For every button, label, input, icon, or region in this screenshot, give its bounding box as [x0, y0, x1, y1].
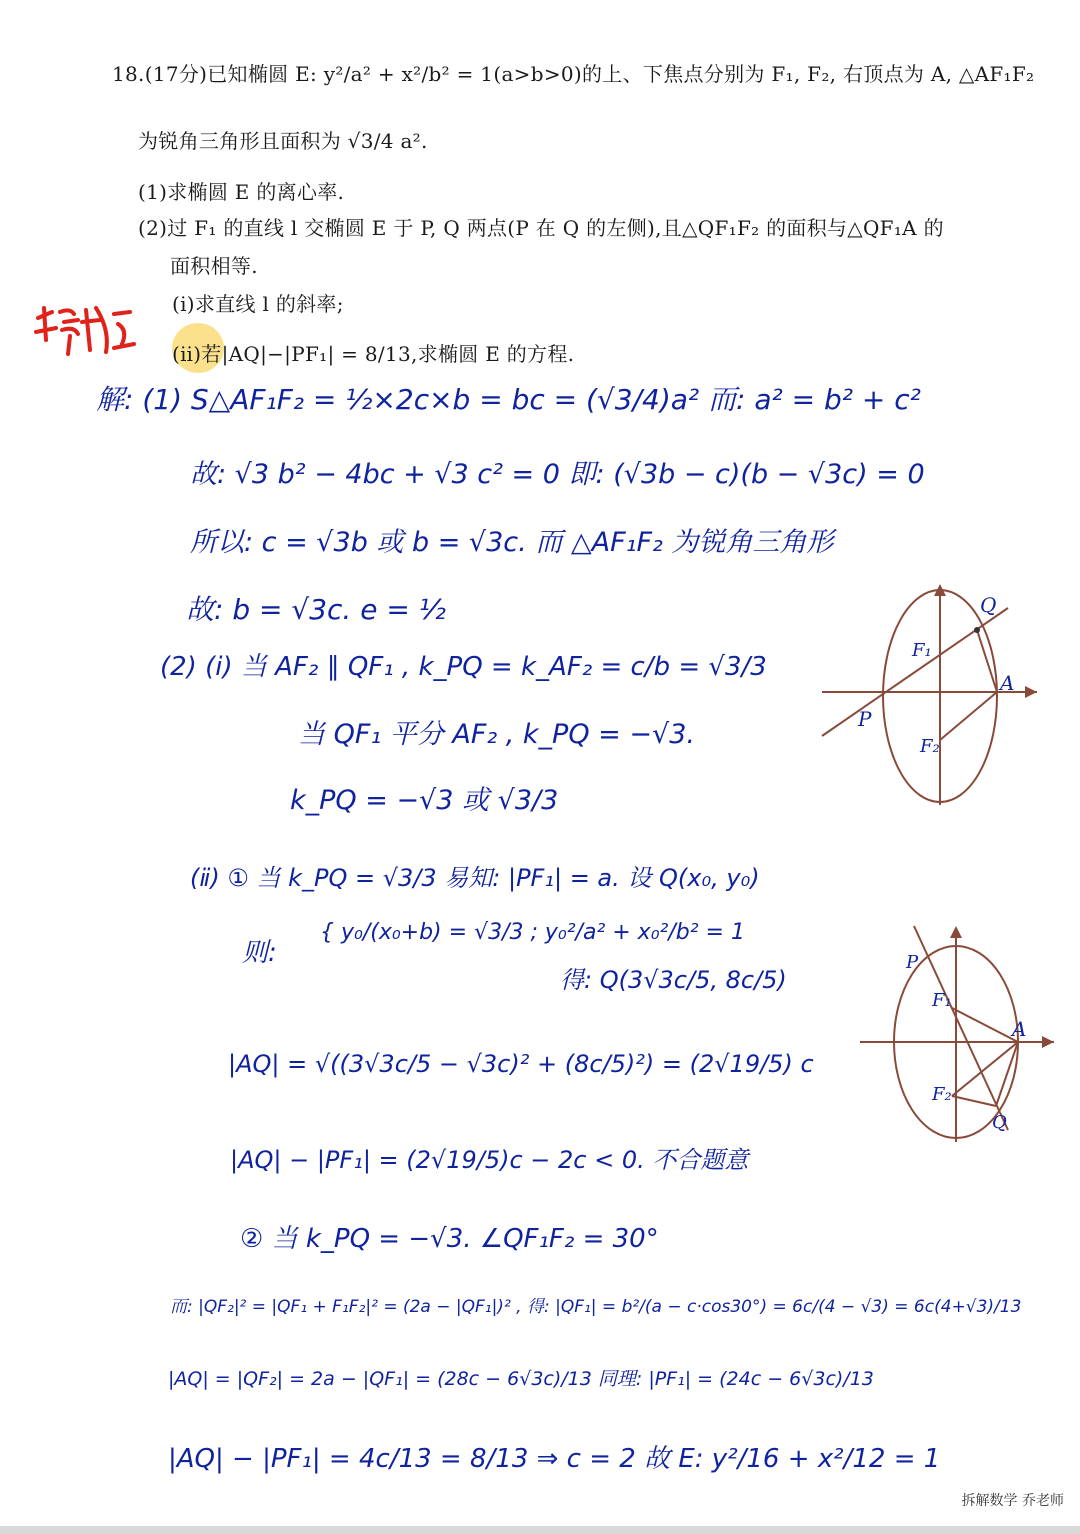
label-p: P	[858, 707, 872, 731]
problem-part-2-i: (ⅰ)求直线 l 的斜率;	[172, 292, 344, 316]
bottom-bar	[0, 1526, 1080, 1534]
label-p: P	[906, 952, 919, 973]
ellipse-figure-2	[856, 924, 1058, 1146]
solution-line-11: |AQ| − |PF₁| = (2√19/5)c − 2c < 0. 不合题意	[230, 1146, 749, 1174]
solution-line-4: 故: b = √3c. e = ½	[186, 593, 446, 626]
label-f1: F₁	[932, 990, 952, 1011]
solution-line-8: (ⅱ) ① 当 k_PQ = √3/3 易知: |PF₁| = a. 设 Q(x₀, y₀)	[190, 864, 760, 892]
label-q: Q	[992, 1112, 1007, 1133]
solution-line-15: |AQ| − |PF₁| = 4c/13 = 8/13 ⇒ c = 2 故 E: y²/16 + x²/12 = 1	[168, 1444, 941, 1474]
solution-line-13: 而: |QF₂|² = |QF₁ + F₁F₂|² = (2a − |QF₁|)² , 得: |QF₁| = b²/(a − c·cos30°) = 6c/(4 − √3) = 6c(4+√3)/13	[170, 1297, 1022, 1317]
solution-line-9-c: 得: Q(3√3c/5, 8c/5)	[560, 966, 787, 994]
solution-line-12: ② 当 k_PQ = −√3. ∠QF₁F₂ = 30°	[240, 1224, 659, 1254]
solution-line-9-b: { y₀/(x₀+b) = √3/3 ; y₀²/a² + x₀²/b² = 1	[320, 920, 745, 945]
problem-part-2-ii: (ⅱ)若|AQ|−|PF₁| = 8/13,求椭圆 E 的方程.	[172, 342, 575, 366]
solution-line-9-a: 则:	[242, 938, 277, 968]
label-q: Q	[980, 593, 997, 617]
problem-part-1: (1)求椭圆 E 的离心率.	[138, 180, 345, 204]
watermark: 拆解数学 乔老师	[961, 1493, 1064, 1509]
solution-line-1: 解: (1) S△AF₁F₂ = ½×2c×b = bc = (√3/4)a² 而: a² = b² + c²	[96, 383, 921, 416]
solution-line-7: k_PQ = −√3 或 √3/3	[290, 785, 559, 816]
red-handwritten-mark	[30, 300, 140, 360]
solution-line-14: |AQ| = |QF₂| = 2a − |QF₁| = (28c − 6√3c)/13 同理: |PF₁| = (24c − 6√3c)/13	[168, 1368, 874, 1390]
label-f2: F₂	[932, 1084, 952, 1105]
line-l	[914, 926, 1008, 1130]
label-a: A	[1000, 671, 1015, 695]
solution-line-2: 故: √3 b² − 4bc + √3 c² = 0 即: (√3b − c)(b − √3c) = 0	[190, 459, 925, 490]
label-f1: F₁	[912, 640, 932, 661]
problem-part-2-a: (2)过 F₁ 的直线 l 交椭圆 E 于 P, Q 两点(P 在 Q 的左侧),且△QF₁F₂ 的面积与△QF₁A 的	[138, 216, 944, 240]
solution-line-10: |AQ| = √((3√3c/5 − √3c)² + (8c/5)²) = (2√19/5) c	[228, 1050, 814, 1078]
problem-part-2-b: 面积相等.	[170, 254, 258, 278]
problem-line-1: 18.(17分)已知椭圆 E: y²/a² + x²/b² = 1(a>b>0)的上、下焦点分别为 F₁, F₂, 右顶点为 A, △AF₁F₂	[112, 62, 1035, 86]
problem-line-2: 为锐角三角形且面积为 √3/4 a².	[138, 129, 428, 153]
label-a: A	[1012, 1017, 1027, 1041]
label-f2: F₂	[920, 736, 940, 757]
solution-line-6: 当 QF₁ 平分 AF₂ , k_PQ = −√3.	[298, 719, 695, 750]
solution-line-3: 所以: c = √3b 或 b = √3c. 而 △AF₁F₂ 为锐角三角形	[190, 527, 834, 558]
line-l	[822, 608, 1008, 736]
ellipse-figure-1	[812, 580, 1044, 810]
solution-line-5: (2) (ⅰ) 当 AF₂ ∥ QF₁ , k_PQ = k_AF₂ = c/b = √3/3	[160, 652, 767, 682]
